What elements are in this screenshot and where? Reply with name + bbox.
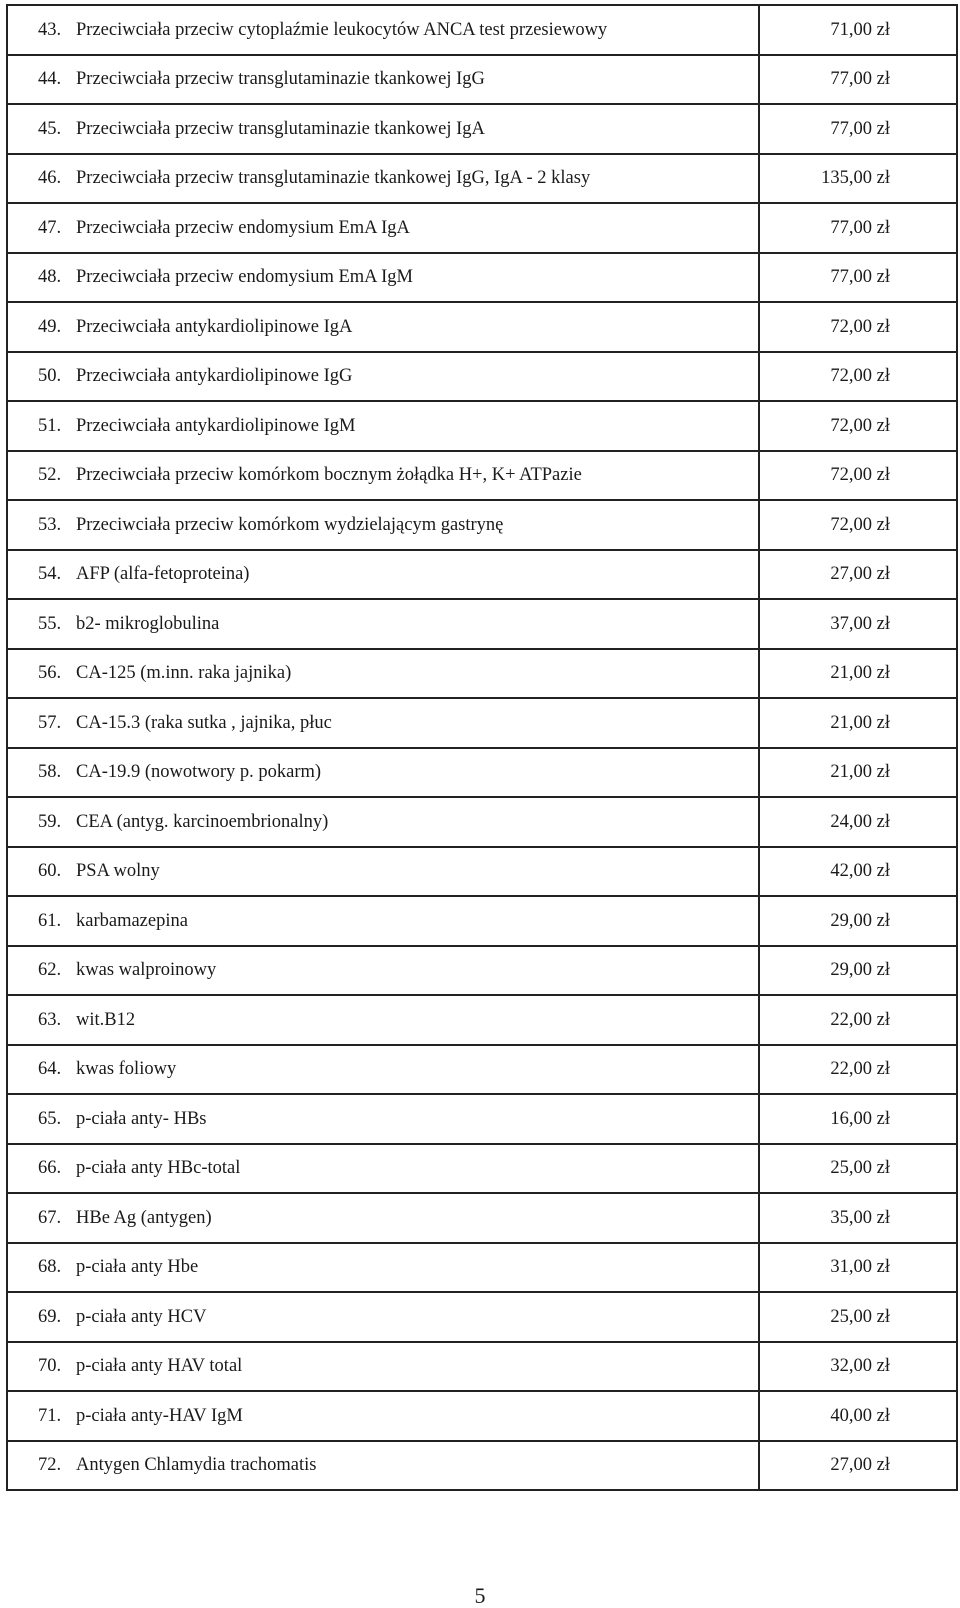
test-name: CA-19.9 (nowotwory p. pokarm) [76, 762, 322, 782]
table-row [7, 500, 957, 550]
price-list-table [6, 4, 958, 1491]
row-number: 58. [38, 762, 62, 782]
row-number: 43. [38, 19, 62, 40]
test-price: 77,00 zł [830, 118, 890, 139]
test-name: Przeciwciała przeciw transglutaminazie tkankowej IgA [76, 118, 485, 139]
row-number: 69. [38, 1306, 62, 1327]
test-name-cell [7, 1292, 759, 1342]
row-number: 56. [38, 663, 62, 683]
test-price: 25,00 zł [830, 1158, 890, 1178]
row-number: 66. [38, 1158, 62, 1178]
test-price: 72,00 zł [830, 316, 890, 337]
price-cell [759, 698, 957, 748]
price-cell [759, 5, 957, 55]
table-row [7, 253, 957, 303]
row-number: 71. [38, 1405, 62, 1426]
test-price: 29,00 zł [830, 960, 890, 980]
test-name: Przeciwciała przeciw transglutaminazie tkankowej IgG [76, 69, 485, 89]
row-number: 60. [38, 861, 62, 881]
row-number: 47. [38, 217, 62, 238]
test-name-cell [7, 649, 759, 699]
table-row [7, 451, 957, 501]
test-price: 22,00 zł [830, 1009, 890, 1030]
price-cell [759, 1144, 957, 1194]
price-cell [759, 500, 957, 550]
row-number: 59. [38, 811, 62, 832]
price-cell [759, 104, 957, 154]
test-name: p-ciała anty- HBs [76, 1108, 207, 1129]
row-number: 63. [38, 1009, 62, 1030]
test-price: 21,00 zł [830, 712, 890, 733]
test-name-cell [7, 995, 759, 1045]
test-name: PSA wolny [76, 861, 160, 881]
test-price: 22,00 zł [830, 1059, 890, 1079]
price-cell [759, 55, 957, 105]
test-name: CA-15.3 (raka sutka , jajnika, płuc [76, 712, 332, 733]
table-row [7, 1391, 957, 1441]
test-price: 24,00 zł [830, 811, 890, 832]
test-name: Przeciwciała antykardiolipinowe IgG [76, 366, 353, 386]
test-name: Przeciwciała przeciw endomysium EmA IgM [76, 267, 414, 287]
row-number: 65. [38, 1108, 62, 1129]
price-cell [759, 797, 957, 847]
test-name-cell [7, 500, 759, 550]
test-price: 77,00 zł [830, 217, 890, 238]
test-price: 77,00 zł [830, 267, 890, 287]
table-row [7, 748, 957, 798]
row-number: 53. [38, 514, 62, 535]
price-cell [759, 946, 957, 996]
table-row [7, 550, 957, 600]
table-row [7, 797, 957, 847]
test-price: 25,00 zł [830, 1306, 890, 1327]
test-name: CEA (antyg. karcinoembrionalny) [76, 811, 329, 832]
test-price: 21,00 zł [830, 762, 890, 782]
price-cell [759, 401, 957, 451]
test-price: 27,00 zł [830, 1455, 890, 1475]
table-row [7, 1441, 957, 1491]
test-name-cell [7, 1342, 759, 1392]
price-cell [759, 1045, 957, 1095]
test-name-cell [7, 1391, 759, 1441]
test-name: p-ciała anty HAV total [76, 1356, 243, 1376]
table-row [7, 1045, 957, 1095]
test-name-cell [7, 302, 759, 352]
table-row [7, 847, 957, 897]
row-number: 72. [38, 1455, 62, 1475]
test-name-cell [7, 1441, 759, 1491]
table-row [7, 302, 957, 352]
test-price: 72,00 zł [830, 514, 890, 535]
table-row [7, 1193, 957, 1243]
table-row [7, 896, 957, 946]
row-number: 67. [38, 1207, 62, 1228]
test-price: 72,00 zł [830, 415, 890, 436]
test-name-cell [7, 946, 759, 996]
test-name-cell [7, 451, 759, 501]
test-name: Przeciwciała przeciw endomysium EmA IgA [76, 217, 410, 238]
test-name-cell [7, 154, 759, 204]
test-name-cell [7, 797, 759, 847]
test-name-cell [7, 1243, 759, 1293]
table-row [7, 1342, 957, 1392]
price-cell [759, 1243, 957, 1293]
test-name: Przeciwciała antykardiolipinowe IgA [76, 316, 353, 337]
row-number: 70. [38, 1356, 62, 1376]
table-row [7, 55, 957, 105]
table-row [7, 1243, 957, 1293]
test-name-cell [7, 1045, 759, 1095]
table-row [7, 599, 957, 649]
test-name-cell [7, 599, 759, 649]
test-name-cell [7, 847, 759, 897]
test-price: 135,00 zł [821, 168, 890, 188]
table-row [7, 154, 957, 204]
test-name: Przeciwciała przeciw komórkom wydzielającym gastrynę [76, 514, 504, 535]
test-name-cell [7, 550, 759, 600]
test-name: kwas walproinowy [76, 960, 217, 980]
test-name: Przeciwciała przeciw cytoplaźmie leukocytów ANCA test przesiewowy [76, 19, 608, 40]
test-price: 35,00 zł [830, 1207, 890, 1228]
test-name-cell [7, 748, 759, 798]
price-cell [759, 154, 957, 204]
test-name-cell [7, 1144, 759, 1194]
table-row [7, 1292, 957, 1342]
row-number: 68. [38, 1257, 62, 1277]
test-name: p-ciała anty HBc-total [76, 1158, 241, 1178]
test-name-cell [7, 352, 759, 402]
table-row [7, 203, 957, 253]
price-cell [759, 649, 957, 699]
test-name: HBe Ag (antygen) [76, 1207, 212, 1228]
table-row [7, 401, 957, 451]
price-cell [759, 1391, 957, 1441]
price-cell [759, 748, 957, 798]
price-cell [759, 352, 957, 402]
table-row [7, 995, 957, 1045]
test-name: Przeciwciała przeciw komórkom bocznym żołądka H+, K+ ATPazie [76, 465, 582, 485]
table-row [7, 1094, 957, 1144]
test-name-cell [7, 5, 759, 55]
test-name: CA-125 (m.inn. raka jajnika) [76, 663, 292, 683]
test-name: p-ciała anty-HAV IgM [76, 1405, 243, 1426]
test-name: wit.B12 [76, 1009, 136, 1030]
row-number: 50. [38, 366, 62, 386]
price-cell [759, 1292, 957, 1342]
table-row [7, 352, 957, 402]
test-name-cell [7, 698, 759, 748]
test-price: 37,00 zł [830, 613, 890, 634]
table-row [7, 649, 957, 699]
row-number: 51. [38, 415, 62, 436]
test-price: 77,00 zł [830, 69, 890, 89]
row-number: 57. [38, 712, 62, 733]
table-row [7, 5, 957, 55]
test-name-cell [7, 203, 759, 253]
test-name-cell [7, 253, 759, 303]
price-cell [759, 847, 957, 897]
test-price: 21,00 zł [830, 663, 890, 683]
test-price: 72,00 zł [830, 465, 890, 485]
test-price: 32,00 zł [830, 1356, 890, 1376]
row-number: 54. [38, 564, 62, 584]
test-name: b2- mikroglobulina [76, 613, 220, 634]
test-name: kwas foliowy [76, 1059, 177, 1079]
test-name: AFP (alfa-fetoproteina) [76, 564, 250, 584]
test-name-cell [7, 401, 759, 451]
price-cell [759, 1441, 957, 1491]
test-name: Przeciwciała przeciw transglutaminazie tkankowej IgG, IgA - 2 klasy [76, 168, 591, 188]
price-cell [759, 451, 957, 501]
price-cell [759, 1193, 957, 1243]
test-name-cell [7, 896, 759, 946]
price-cell [759, 896, 957, 946]
price-cell [759, 550, 957, 600]
row-number: 55. [38, 613, 62, 634]
price-cell [759, 1094, 957, 1144]
test-name: karbamazepina [76, 910, 188, 931]
row-number: 48. [38, 267, 62, 287]
price-cell [759, 253, 957, 303]
test-name-cell [7, 104, 759, 154]
price-cell [759, 1342, 957, 1392]
test-price: 40,00 zł [830, 1405, 890, 1426]
test-name: p-ciała anty Hbe [76, 1257, 199, 1277]
price-cell [759, 599, 957, 649]
row-number: 61. [38, 910, 62, 931]
table-row [7, 946, 957, 996]
price-cell [759, 302, 957, 352]
test-name: p-ciała anty HCV [76, 1306, 207, 1327]
test-price: 27,00 zł [830, 564, 890, 584]
price-cell [759, 995, 957, 1045]
row-number: 44. [38, 69, 62, 89]
row-number: 46. [38, 168, 62, 188]
price-cell [759, 203, 957, 253]
test-name-cell [7, 1094, 759, 1144]
row-number: 45. [38, 118, 62, 139]
test-name: Antygen Chlamydia trachomatis [76, 1455, 317, 1475]
test-name-cell [7, 55, 759, 105]
table-row [7, 104, 957, 154]
test-price: 31,00 zł [830, 1257, 890, 1277]
test-name-cell [7, 1193, 759, 1243]
test-price: 42,00 zł [830, 861, 890, 881]
table-row [7, 1144, 957, 1194]
table-row [7, 698, 957, 748]
test-price: 16,00 zł [830, 1108, 890, 1129]
row-number: 62. [38, 960, 62, 980]
test-price: 71,00 zł [830, 19, 890, 40]
test-name: Przeciwciała antykardiolipinowe IgM [76, 415, 356, 436]
row-number: 52. [38, 465, 62, 485]
page-number: 5 [474, 1583, 486, 1608]
price-list-body [7, 5, 957, 1490]
row-number: 64. [38, 1059, 62, 1079]
test-price: 72,00 zł [830, 366, 890, 386]
test-price: 29,00 zł [830, 910, 890, 931]
row-number: 49. [38, 316, 62, 337]
